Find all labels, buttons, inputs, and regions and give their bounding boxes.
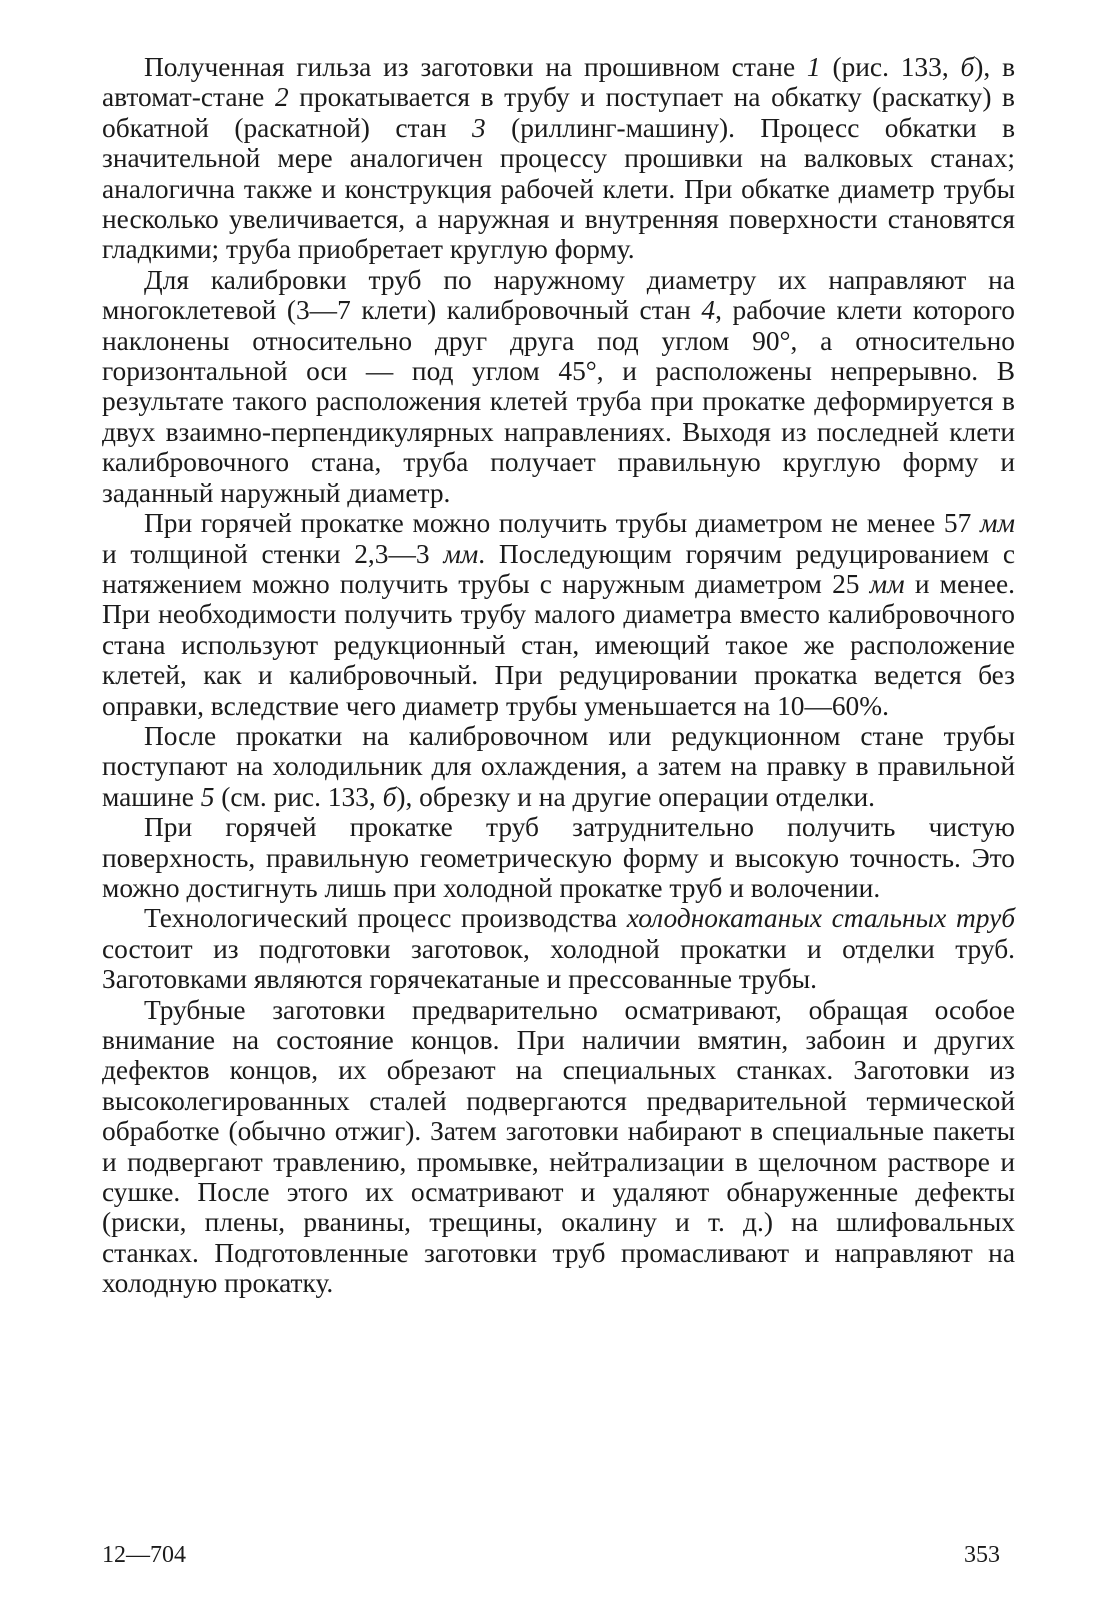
paragraph xyxy=(102,903,1015,994)
text-segment-italic: 5 xyxy=(200,781,215,812)
text-segment: . Последующим горячим редуцированием с натяжением можно получить трубы с наружным диаметром 25 xyxy=(102,538,1015,599)
text-segment-italic: 2 xyxy=(274,82,289,113)
text-segment: , рабочие клети которого наклонены относительно друг друга под углом 90°, а относительно горизонтальной оси — под углом 45°, и расположены непрерывно. В результате такого расположения клетей труба при прокатке деформируется в двух взаимно-перпендикулярных направлениях. Выходя из последней клети калибровочного стана, труба получает правильную круглую форму и заданный наружный диаметр. xyxy=(102,295,1015,508)
page-footer xyxy=(102,1541,1000,1569)
body-text xyxy=(102,52,1015,1299)
text-segment: Трубные заготовки предварительно осматривают, обращая особое внимание на состояние концов. При наличии вмятин, забоин и других дефектов концов, их обрезают на специальных станках. Заготовки из высоколегированных сталей подвергаются предварительной термической обработке (обычно отжиг). Затем заготовки набирают в специальные пакеты и подвергают травлению, промывке, нейтрализации в щелочном растворе и сушке. После этого их осматривают и удаляют обнаруженные дефекты (риски, плены, рванины, трещины, окалину и т. д.) на шлифовальных станках. Подготовленные заготовки труб промасливают и направляют на холодную прокатку. xyxy=(102,994,1015,1299)
text-segment: ), обрезку и на другие операции отделки. xyxy=(396,781,876,812)
text-segment-italic: мм xyxy=(980,508,1015,539)
text-segment: (риллинг-машину). Процесс обкатки в значительной мере аналогичен процессу прошивки на валковых станах; аналогична также и конструкция рабочей клети. При обкатке диаметр трубы несколько увеличивается, а наружная и внутренняя поверхности становятся гладкими; труба приобретает круглую форму. xyxy=(102,112,1015,265)
text-segment: При горячей прокатке труб затруднительно получить чистую поверхность, правильную геометрическую форму и высокую точность. Это можно достигнуть лишь при холодной прокатке труб и волочении. xyxy=(102,812,1015,903)
text-segment-italic: 3 xyxy=(472,112,486,143)
text-segment: ), в автомат-стане xyxy=(102,52,1015,113)
text-segment-italic: мм xyxy=(869,568,905,599)
paragraph xyxy=(102,812,1015,903)
text-segment-italic: холоднокатаных стальных труб xyxy=(626,903,1016,934)
text-segment-italic: 1 xyxy=(806,52,821,82)
text-segment: Технологический процесс производства xyxy=(144,903,627,934)
text-segment: состоит из подготовки заготовок, холодной прокатки и отделки труб. Заготовками являются горячекатаные и прессованные трубы. xyxy=(102,933,1015,995)
text-segment: и толщиной стенки 2,3—3 xyxy=(102,538,444,569)
paragraph xyxy=(102,265,1015,508)
printer-signature: 12—704 xyxy=(102,1542,186,1568)
page-number: 353 xyxy=(964,1542,1000,1568)
text-segment: (рис. 133, xyxy=(820,52,961,82)
text-segment: прокатывается в трубу и поступает на обкатку (раскатку) в обкатной (раскатной) стан xyxy=(102,82,1015,143)
text-segment: Для калибровки труб по наружному диаметру их направляют на многоклетевой (3—7 клети) калибровочный стан xyxy=(102,264,1015,326)
text-segment-italic: б xyxy=(382,781,397,812)
paragraph xyxy=(102,52,1015,265)
text-segment: После прокатки на калибровочном или редукционном стане трубы поступают на холодильник для охлаждения, а затем на правку в правильной машине xyxy=(102,720,1015,812)
text-segment-italic: б xyxy=(960,52,975,82)
paragraph xyxy=(102,995,1015,1299)
text-segment: Полученная гильза из заготовки на прошивном стане xyxy=(144,52,807,82)
paragraph xyxy=(102,721,1015,812)
text-segment: и менее. При необходимости получить трубу малого диаметра вместо калибровочного стана используют редукционный стан, имеющий такое же расположение клетей, как и калибровочный. При редуцировании прокатка ведется без оправки, вследствие чего диаметр трубы уменьшается на 10—60%. xyxy=(102,568,1015,721)
text-segment: При горячей прокатке можно получить трубы диаметром не менее 57 xyxy=(144,508,981,539)
paragraph xyxy=(102,508,1015,721)
text-segment-italic: 4 xyxy=(701,295,716,326)
text-segment: (см. рис. 133, xyxy=(214,781,383,812)
text-segment-italic: мм xyxy=(443,538,479,569)
